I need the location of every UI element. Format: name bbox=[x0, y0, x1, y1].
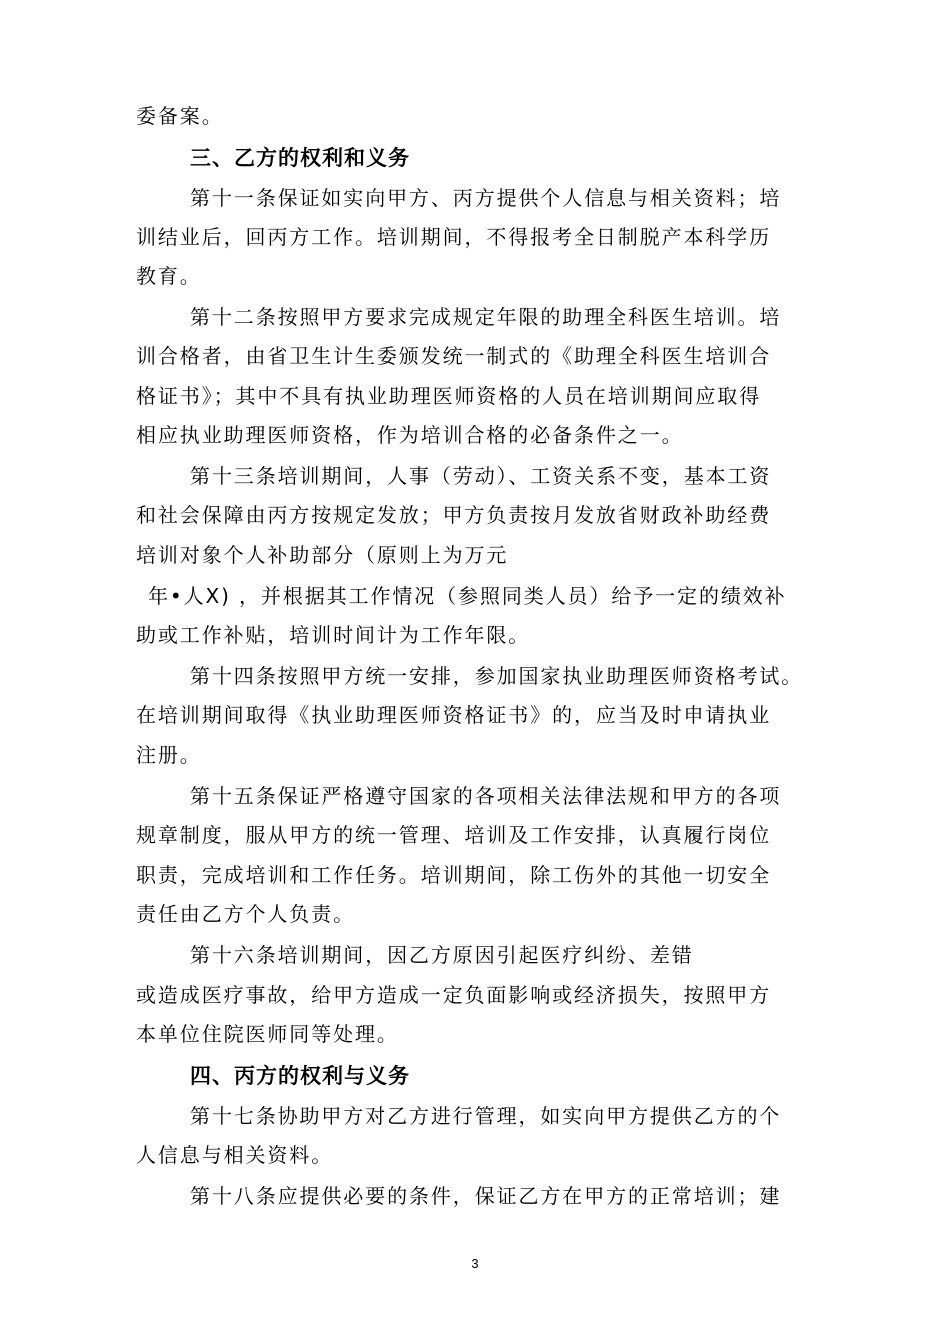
text-line: 第十一条保证如实向甲方、丙方提供个人信息与相关资料；培 bbox=[190, 186, 782, 210]
text-line: 培训对象个人补助部分（原则上为万元 bbox=[136, 543, 509, 567]
section-heading: 三、乙方的权利和义务 bbox=[190, 146, 410, 170]
text-line: 相应执业助理医师资格，作为培训合格的必备条件之一。 bbox=[136, 423, 684, 447]
text-line: 第十五条保证严格遵守国家的各项相关法律法规和甲方的各项 bbox=[190, 784, 782, 808]
text-line: 本单位住院医师同等处理。 bbox=[136, 1022, 399, 1046]
text-line: 第十二条按照甲方要求完成规定年限的助理全科医生培训。培 bbox=[190, 305, 782, 329]
text-line: 在培训期间取得《执业助理医师资格证书》的，应当及时申请执业 bbox=[136, 703, 772, 727]
text-line: 格证书》；其中不具有执业助理医师资格的人员在培训期间应取得 bbox=[136, 384, 762, 408]
text-line: 责任由乙方个人负责。 bbox=[136, 902, 355, 926]
text-line: 年•人X) ，并根据其工作情况（参照同类人员）给予一定的绩效补 bbox=[148, 584, 787, 608]
text-line: 教育。 bbox=[136, 264, 202, 288]
text-line: 规章制度，服从甲方的统一管理、培训及工作安排，认真履行岗位 bbox=[136, 823, 772, 847]
text-line: 第十三条培训期间，人事（劳动）、工资关系不变，基本工资 bbox=[190, 464, 772, 488]
text-line: 人信息与相关资料。 bbox=[136, 1143, 334, 1167]
text-line: 训合格者，由省卫生计生委颁发统一制式的《助理全科医生培训合 bbox=[136, 344, 772, 368]
text-line: 和社会保障由丙方按规定发放；甲方负责按月发放省财政补助经费 bbox=[136, 503, 772, 527]
section-heading: 四、丙方的权利与义务 bbox=[190, 1064, 410, 1088]
page-number: 3 bbox=[471, 1256, 479, 1271]
text-line: 职责，完成培训和工作任务。培训期间，除工伤外的其他一切安全 bbox=[136, 863, 772, 887]
text-line: 训结业后，回丙方工作。培训期间，不得报考全日制脱产本科学历 bbox=[136, 225, 772, 249]
text-line: 第十七条协助甲方对乙方进行管理，如实向甲方提供乙方的个 bbox=[190, 1104, 782, 1128]
text-line: 注册。 bbox=[136, 743, 202, 767]
text-line: 第十六条培训期间，因乙方原因引起医疗纠纷、差错 bbox=[190, 943, 694, 967]
text-line: 委备案。 bbox=[136, 104, 224, 128]
text-line: 第十八条应提供必要的条件，保证乙方在甲方的正常培训；建 bbox=[190, 1184, 782, 1208]
text-line: 助或工作补贴，培训时间计为工作年限。 bbox=[136, 623, 531, 647]
text-line: 或造成医疗事故，给甲方造成一定负面影响或经济损失，按照甲方 bbox=[136, 983, 772, 1007]
text-line: 第十四条按照甲方统一安排，参加国家执业助理医师资格考试。 bbox=[190, 664, 804, 688]
